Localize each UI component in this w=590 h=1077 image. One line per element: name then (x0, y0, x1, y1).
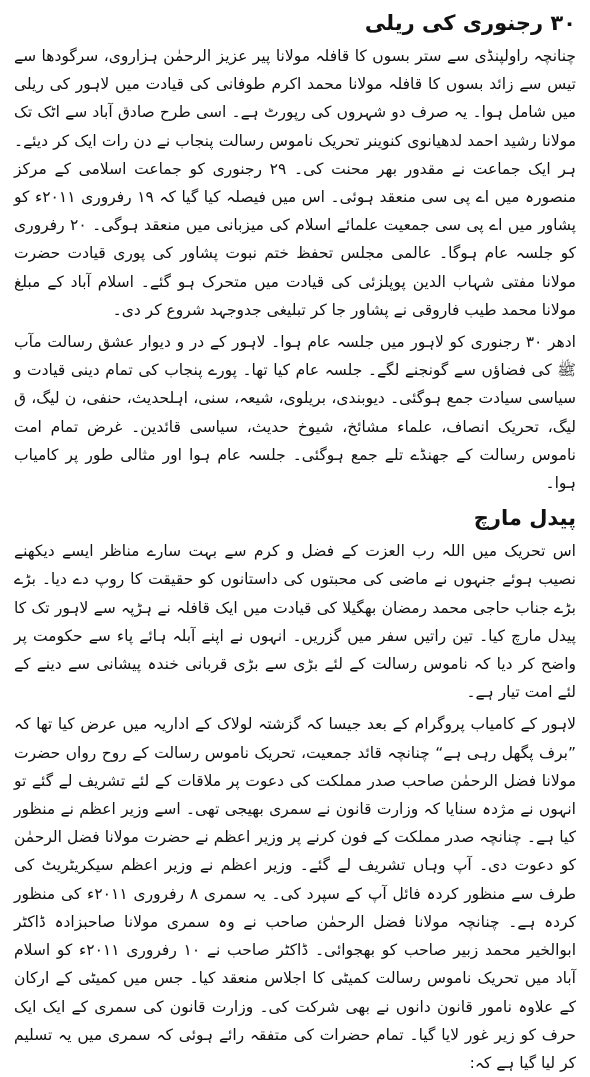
section-heading-rally: ۳۰ رجنوری کی ریلی (364, 11, 576, 35)
paragraph-lahore-gathering: ادھر ۳۰ رجنوری کو لاہور میں جلسہ عام ہوا۔ لاہور کے در و دیوار عشق رسالت مآب ﷺ کی فضاؤں سے گونجنے لگے۔ جلسہ عام کیا تھا۔ پورے پنجاب کی تمام دینی قیادت و سیاسی سیادت جمع ہوگئی۔ دیوبندی، بریلوی، شیعہ، سنی، اہلحدیث، حنفی، ن لیگ، ق لیگ، تحریک انصاف، علماء مشائخ، شیوخ حدیث، سیاسی قائدین۔ غرض تمام امت ناموس رسالت کے جھنڈے تلے جمع ہوگئی۔ جلسہ عام ہوا اور مثالی طور پر کامیاب ہوا۔ (14, 333, 576, 493)
paragraph-rally-preparations: چنانچہ راولپنڈی سے ستر بسوں کا قافلہ مولانا پیر عزیز الرحمٰن ہزاروی، سرگودھا سے تیس سے زائد بسوں کا قافلہ مولانا محمد اکرم طوفانی کی قیادت میں لاہور کی ریلی میں شامل ہوا۔ یہ صرف دو شہروں کی رپورٹ ہے۔ اسی طرح صادق آباد سے اٹک تک مولانا رشید احمد لدھیانوی کنوینر تحریک ناموس رسالت پنجاب نے دن رات ایک کر دیئے۔ ہر ایک جماعت نے مقدور بھر محنت کی۔ ۲۹ رجنوری کو جماعت اسلامی کے مرکز منصورہ میں اے پی سی منعقد ہوئی۔ اس میں فیصلہ کیا گیا کہ ۱۹ رفروری ۲۰۱۱ء کو پشاور میں اے پی سی جمعیت علمائے اسلام کی میزبانی میں منعقد ہوگی۔ ۲۰ رفروری کو جلسہ عام ہوگا۔ عالمی مجلس تحفظ ختم نبوت پشاور کی پوری قیادت حضرت مولانا مفتی شہاب الدین پوپلزئی کی قیادت میں متحرک ہو گئے۔ اسلام آباد کے مبلغ مولانا محمد طیب فاروقی نے پشاور جا کر تبلیغی جدوجہد شروع کر دی۔ (14, 47, 576, 319)
section-heading-march: پیدل مارچ (473, 506, 576, 531)
paragraph-summary-approval: لاہور کے کامیاب پروگرام کے بعد جیسا کہ گزشتہ لولاک کے اداریہ میں عرض کیا تھا کہ ”برف پگھل رہی ہے“ چنانچہ قائد جمعیت، تحریک ناموس رسالت کے روح رواں حضرت مولانا فضل الرحمٰن صاحب صدر مملکت کی دعوت پر ملاقات کے لئے تشریف لے گئے تو انہوں نے مژدہ سنایا کہ وزارت قانون نے سمری بھیجی تھی۔ اسے وزیر اعظم نے منظور کیا ہے۔ چنانچہ صدر مملکت کے فون کرنے پر وزیر اعظم نے حضرت مولانا فضل الرحمٰن کو دعوت دی۔ آپ وہاں تشریف لے گئے۔ وزیر اعظم نے وزیر اعظم سیکریٹریٹ کی طرف سے منظور کردہ فائل آپ کے سپرد کی۔ یہ سمری ۸ رفروری ۲۰۱۱ء کی منظور کردہ ہے۔ چنانچہ مولانا فضل الرحمٰن صاحب نے وہ سمری مولانا صاحبزادہ ڈاکٹر ابوالخیر محمد زبیر صاحب کو بھجوائی۔ ڈاکٹر صاحب نے ۱۰ رفروری ۲۰۱۱ء کو اسلام آباد میں تحریک ناموس رسالت کمیٹی کا اجلاس منعقد کیا۔ جس میں کمیٹی کے ارکان کے علاوہ نامور قانون دانوں نے بھی شرکت کی۔ وزارت قانون کی سمری کے ایک ایک حرف کو زیر غور لایا گیا۔ تمام حضرات کی متفقہ رائے ہوئی کہ سمری میں یہ تسلیم کر لیا گیا ہے کہ: (14, 715, 577, 1072)
paragraph-foot-march: اس تحریک میں اللہ رب العزت کے فضل و کرم سے بہت سارے مناظر ایسے دیکھنے نصیب ہوئے جنہوں نے ماضی کی محبتوں کی داستانوں کو حقیقت کا روپ دے دیا۔ بڑے بڑے جناب حاجی محمد رمضان بھگیلا کی قیادت میں ایک قافلہ نے ہڑپہ سے لاہور تک کا پیدل مارچ کیا۔ تین راتیں سفر میں گزریں۔ انہوں نے اپنے آبلہ ہائے پاء سے حکومت پر واضح کر دیا کہ ناموس رسالت کے لئے بڑی سے بڑی قربانی خندہ پیشانی سے دینے کے لئے امت تیار ہے۔ (14, 542, 576, 702)
